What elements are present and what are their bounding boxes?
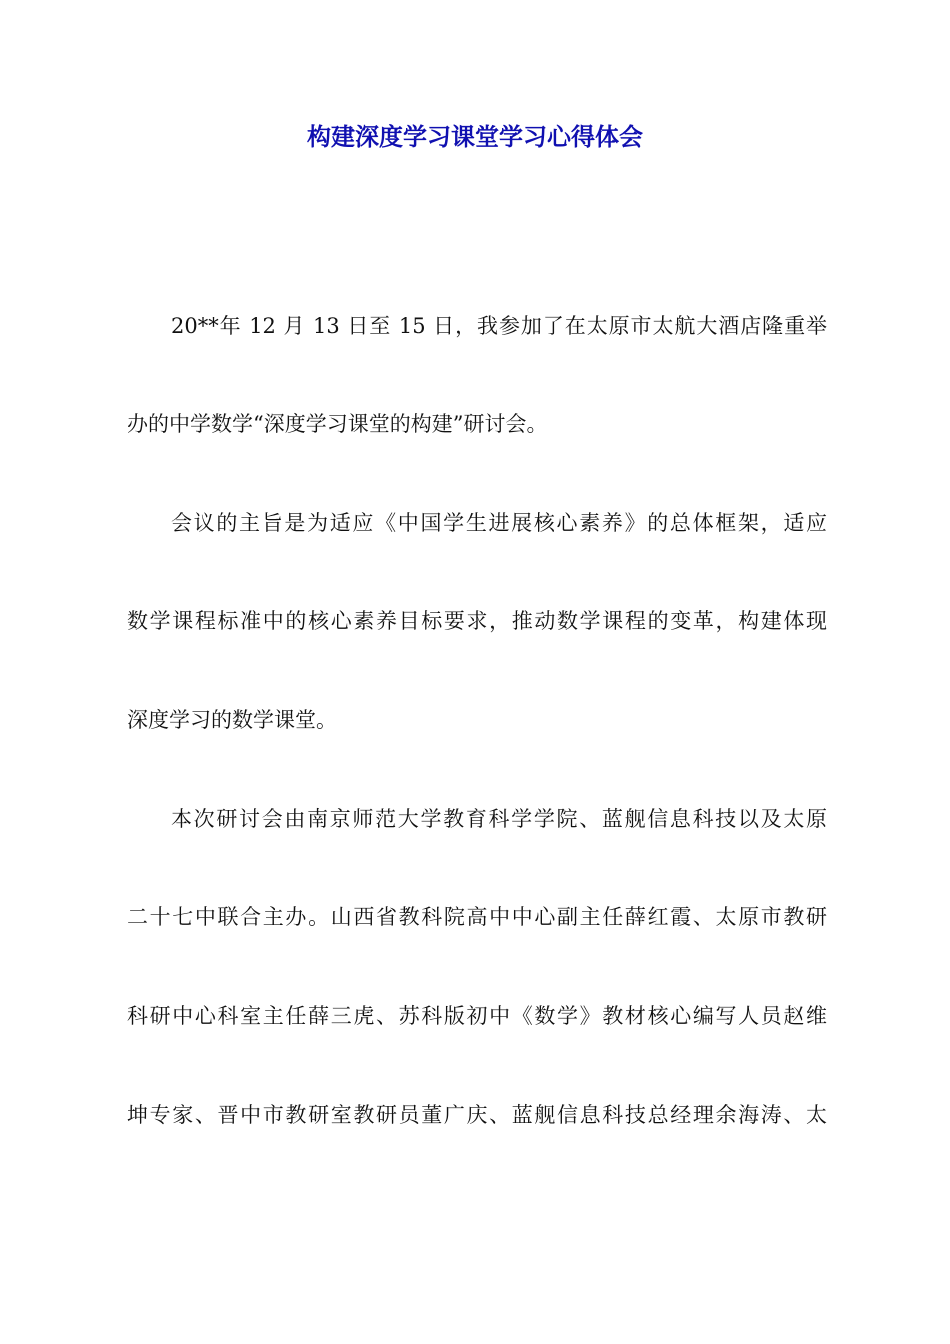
document-title: 构建深度学习课堂学习心得体会	[307, 123, 643, 151]
paragraph-2-line-2: 数学课程标准中的核心素养目标要求，推动数学课程的变革，构建体现	[127, 609, 827, 633]
paragraph-1-line-2: 办的中学数学“深度学习课堂的构建”研讨会。	[127, 412, 548, 436]
paragraph-2-line-1: 会议的主旨是为适应《中国学生进展核心素养》的总体框架，适应	[171, 511, 827, 535]
paragraph-1-line-1: 20**年 12 月 13 日至 15 日，我参加了在太原市太航大酒店隆重举	[171, 314, 827, 338]
paragraph-3-line-2: 二十七中联合主办。山西省教科院高中中心副主任薛红霞、太原市教研	[127, 905, 827, 929]
paragraph-3-line-1: 本次研讨会由南京师范大学教育科学学院、蓝舰信息科技以及太原	[171, 807, 827, 831]
paragraph-3-line-3: 科研中心科室主任薛三虎、苏科版初中《数学》教材核心编写人员赵维	[127, 1004, 827, 1028]
paragraph-3-line-4: 坤专家、晋中市教研室教研员董广庆、蓝舰信息科技总经理余海涛、太	[127, 1103, 827, 1127]
paragraph-2-line-3: 深度学习的数学课堂。	[127, 708, 337, 732]
